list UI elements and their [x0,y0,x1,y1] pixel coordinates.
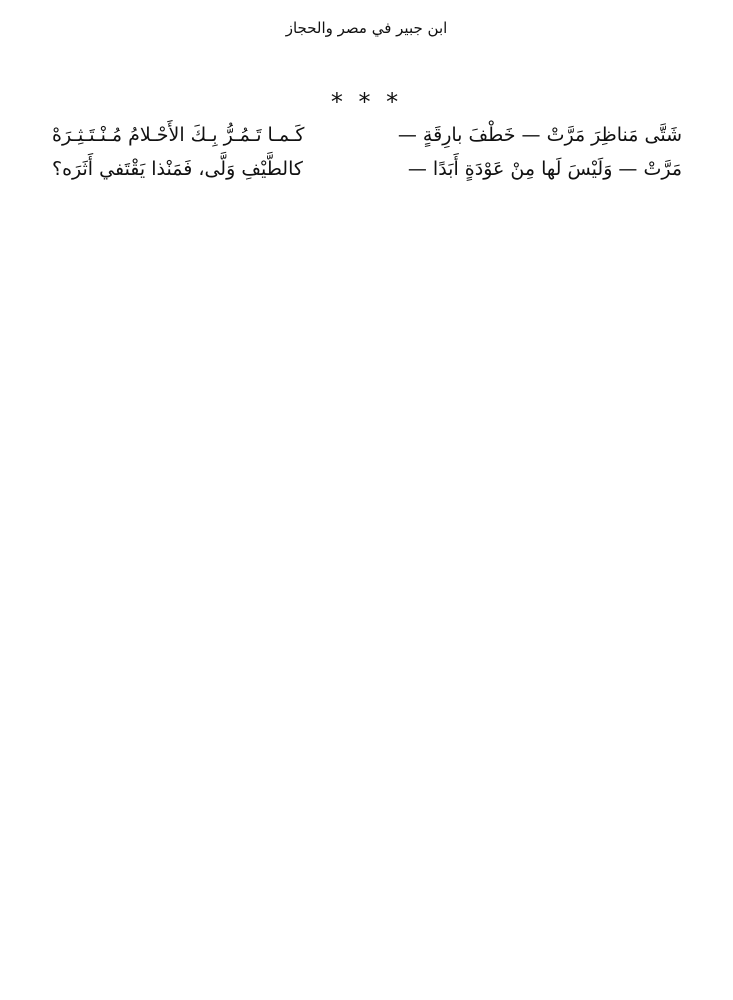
verse-first-hemistich: شَتَّى مَناظِرَ مَرَّتْ — خَطْفَ بارِقَةٍ — [397,124,682,146]
verse-line [52,118,682,152]
poem [52,118,682,186]
section-separator: * * * [330,88,403,116]
verse-line [52,152,682,186]
verse-second-hemistich: كالطَّيْفِ وَلَّى، فَمَنْذا يَقْتَفي أَثَرَه؟ [52,158,303,180]
running-title: ابن جبير في مصر والحجاز [285,19,448,37]
verse-first-hemistich: مَرَّتْ — وَلَيْسَ لَها مِنْ عَوْدَةٍ أَبَدًا — [407,158,682,180]
verse-second-hemistich: كَـمـا تَـمُـرُّ بِـكَ الأَحْـلامُ مُـنْـتَـثِـرَهْ [52,124,305,146]
